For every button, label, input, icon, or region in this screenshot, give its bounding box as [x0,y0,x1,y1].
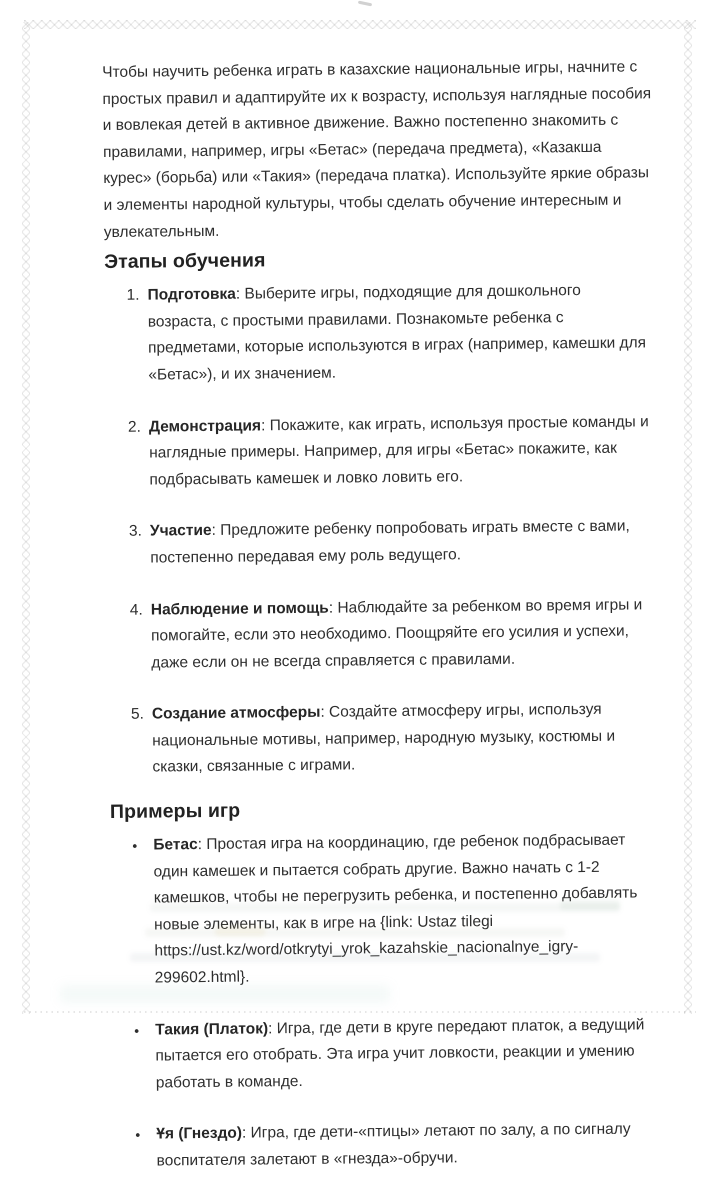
bleed-through-artifact [145,928,565,937]
list-item [130,592,658,677]
list-item-body [149,409,656,494]
list-item [131,697,659,782]
item-text: : Простая игра на координацию, где ребенок подбрасывает один камешек и пытается собрать другие. Важно начать с 1-2 камешков, чтобы не перегрузить ребенка, и постепенно добавлять новые элементы, как в игре на {link: Ustaz tilegi https://ust.kz/word/otkrytyi_yrok_kazahskie_nacionalnye_igry-299602.html}. [153,831,638,987]
page-torn-edge-left [22,22,30,1014]
bullet-icon: • [134,1022,140,1039]
list-number: 2. [127,418,141,436]
list-item-body [150,514,657,572]
section-heading-stages: Этапы обучения [104,249,266,274]
page-torn-edge-top [24,20,696,29]
item-term: Такия (Платок) [155,1019,269,1039]
list-item-body [156,1117,663,1175]
bleed-through-artifact [560,900,620,910]
document-content [102,54,663,1193]
item-term: Подготовка [147,285,236,304]
bullet-icon: • [135,1127,141,1144]
item-term: Бетас [153,836,198,854]
item-term: Ұя (Гнездо) [156,1125,243,1143]
page-torn-edge-right [684,22,692,1014]
item-term: Участие [149,522,212,540]
list-item [129,514,657,573]
list-item [134,1012,662,1097]
list-item [135,1117,663,1176]
item-text: : Игра, где дети-«птицы» летают по залу, а по сигналу воспитателя залетают в «гнезда»-обручи. [156,1120,631,1170]
item-term: Демонстрация [148,416,262,436]
list-item [128,409,656,494]
list-number: 1. [126,286,140,304]
list-item-body [147,277,654,389]
bleed-through-artifact [150,903,620,912]
list-number: 3. [128,522,143,541]
intro-paragraph: Чтобы научить ребенка играть в казахские национальные игры, начните с простых правил и адаптируйте их к возрасту, используя наглядные пособия и вовлекая детей в активное движение. Важно постепенно знакомить с правилами, например, игры «Бетас» (передача предмета), «Казакша курес» (борьба) или «Такия» (передача платка). Используйте яркие образы и элементы народной культуры, чтобы сделать обучение интересным и увлекательным. [102,58,652,241]
item-text: : Игра, где дети в круге передают платок, а ведущий пытается его отобрать. Эта игра учит ловкости, реакции и умению работать в команде. [155,1016,645,1092]
section-heading-examples: Примеры игр [109,799,241,824]
item-text: : Наблюдайте за ребенком во время игры и помогайте, если это необходимо. Поощряйте его усилия и успехи, даже если он не всегда справляется с правилами. [151,595,643,672]
bleed-through-artifact [130,953,600,962]
item-text: : Покажите, как играть, используя простые команды и наглядные примеры. Например, для игры «Бетас» покажите, как подбрасывать камешек и ловко ловить его. [149,412,649,489]
bleed-through-artifact [215,926,265,936]
list-number: 4. [129,601,143,619]
list-item-body [155,1012,662,1097]
item-text: : Создайте атмосферу игры, используя национальные мотивы, например, народную музыку, костюмы и сказки, связанные с играми. [152,701,616,777]
item-text: : Выберите игры, подходящие для дошкольного возраста, с простыми правилами. Познакомьте ребенка с предметами, которые используются в играх (например, камешки для «Бетас»), и их значением. [147,282,647,384]
list-item-body [151,592,658,677]
item-text: : Предложите ребенку попробовать играть вместе с вами, постепенно передавая ему роль ведущего. [150,517,630,567]
item-term: Наблюдение и помощь [150,599,329,619]
list-number: 5. [130,705,144,724]
bleed-through-artifact [60,985,390,1003]
scan-artifact-mark [358,1,372,7]
list-item [126,277,654,389]
ordered-list-stages [104,277,658,782]
item-term: Создание атмосферы [151,704,321,723]
bullet-icon: • [132,837,138,854]
list-item-body [152,697,659,782]
